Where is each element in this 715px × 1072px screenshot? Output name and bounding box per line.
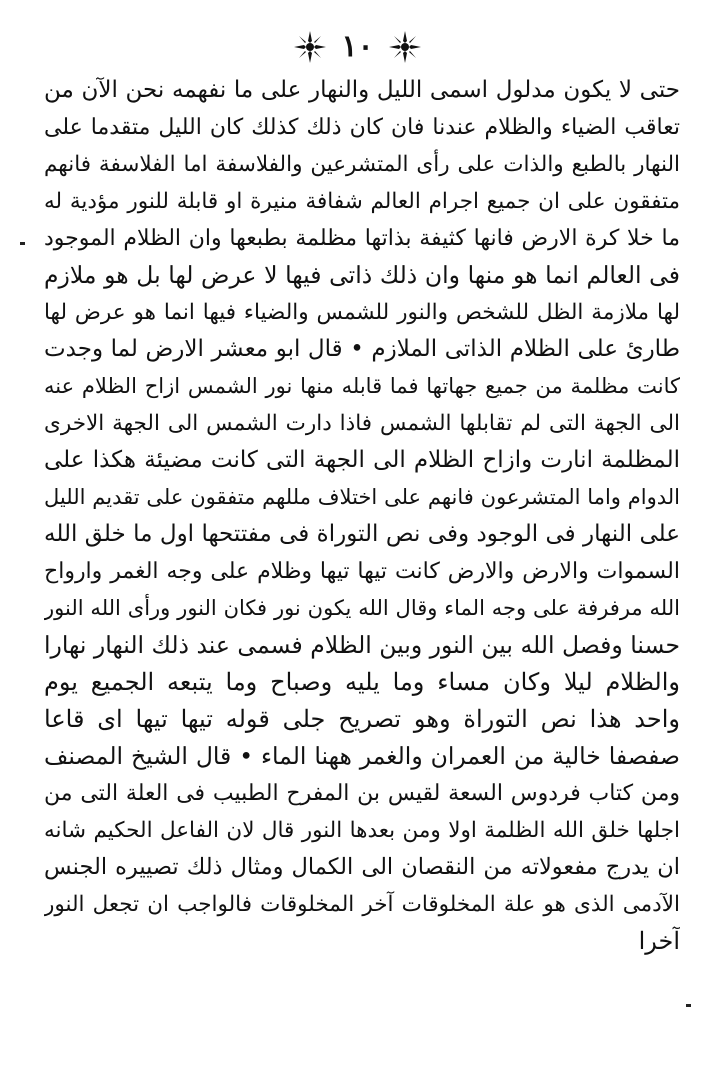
text-line: السموات والارض والارض كانت تيها تيها وظلام على وجه الغمر وارواح <box>44 559 680 584</box>
text-line-final: آخرا <box>638 927 680 955</box>
text-line: صفصفا خالية من العمران والغمر ههنا الماء • قال الشيخ المصنف <box>44 742 680 770</box>
text-line: الله مرفرفة على وجه الماء وقال الله يكون نور فكان النور ورأى الله النور <box>44 596 680 620</box>
text-line: متفقون على ان جميع اجرام العالم شفافة منيرة او قابلة للنور مؤدية له <box>44 189 680 214</box>
text-line: حتى لا يكون مدلول اسمى الليل والنهار على ما نفهمه نحن الآن من <box>44 77 680 103</box>
text-line: تعاقب الضياء والظلام عندنا فان كان ذلك كذلك كان الليل متقدما على <box>44 115 680 140</box>
text-line: كانت مظلمة من جميع جهاتها فما قابله منها نور الشمس ازاح الظلام عنه <box>44 374 680 398</box>
text-line: النهار بالطبع والذات على رأى المتشرعين والفلاسفة اما الفلاسفة فانهم <box>44 152 680 177</box>
text-line: فى العالم انما هو منها وان ذلك ذاتى فيها لا عرض لها بل هو ملازم <box>44 261 680 289</box>
text-line: اجلها خلق الله الظلمة اولا ومن بعدها النور قال لان الفاعل الحكيم شانه <box>44 818 680 843</box>
text-line: الى الجهة التى لم تقابلها الشمس فاذا دارت الشمس الى الجهة الاخرى <box>44 411 680 436</box>
text-line: لها ملازمة الظل للشخص والنور للشمس والضياء فيها انما هو عرض لها <box>44 300 680 325</box>
text-line: ومن كتاب فردوس السعة لقيس بن المفرح الطبيب فى العلة التى من <box>44 781 680 806</box>
text-line: ان يدرج مفعولاته من النقصان الى الكمال ومثال ذلك تصييره الجنس <box>44 854 680 880</box>
fleuron-icon <box>293 30 327 64</box>
body-text <box>44 72 680 960</box>
text-line: طارئ على الظلام الذاتى الملازم • قال ابو معشر الارض لما وجدت <box>44 336 680 362</box>
fleuron-icon <box>388 30 422 64</box>
text-line: ما خلا كرة الارض فانها كثيفة بذاتها مظلمة بطبعها وان الظلام الموجود <box>44 226 680 251</box>
text-line: حسنا وفصل الله بين النور وبين الظلام فسمى عند ذلك النهار نهارا <box>44 631 680 659</box>
page-number: ١٠ <box>341 29 374 64</box>
text-line: على النهار فى الوجود وفى نص التوراة فى مفتتحها اول ما خلق الله <box>44 521 680 547</box>
text-line: الدوام واما المتشرعون فانهم على اختلاف مللهم متفقون على تقديم الليل <box>44 485 680 509</box>
text-line: المظلمة انارت وازاح الظلام الى الجهة التى كانت مضيئة هكذا على <box>44 447 680 473</box>
page-header <box>0 22 715 72</box>
text-line: واحد هذا نص التوراة وهو تصريح جلى قوله تيها تيها اى قاعا <box>44 705 680 733</box>
margin-speck <box>20 242 25 245</box>
text-line: والظلام ليلا وكان مساء وما يليه وصباح وما يتبعه الجميع يوم <box>44 668 680 696</box>
text-line: الآدمى الذى هو علة المخلوقات آخر المخلوقات فالواجب ان تجعل النور <box>44 892 680 917</box>
margin-speck <box>686 1004 691 1007</box>
